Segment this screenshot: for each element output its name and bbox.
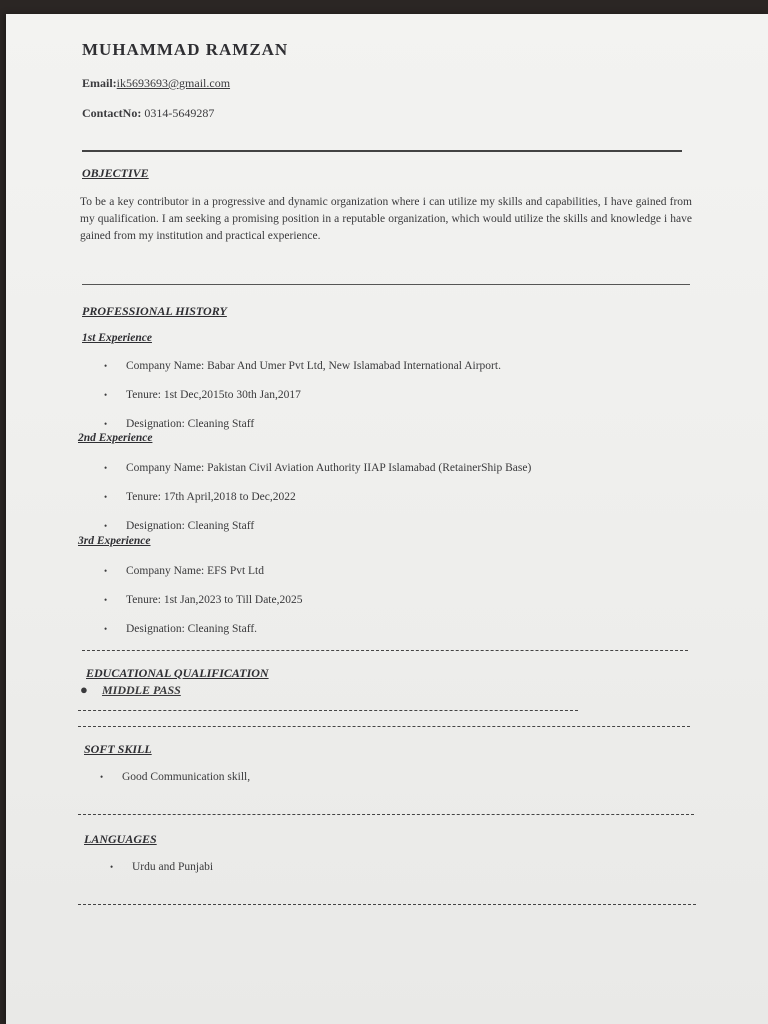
soft-skill-item: • Good Communication skill, bbox=[100, 771, 251, 783]
experience-2-company: • Company Name: Pakistan Civil Aviation Authority IIAP Islamabad (RetainerShip Base) bbox=[104, 462, 532, 474]
experience-1-tenure: • Tenure: 1st Dec,2015to 30th Jan,2017 bbox=[104, 389, 301, 401]
header-divider bbox=[82, 150, 682, 152]
contact-label: ContactNo: bbox=[82, 106, 142, 120]
soft-skill-heading: SOFT SKILL bbox=[84, 742, 152, 756]
experience-1-company: • Company Name: Babar And Umer Pvt Ltd, New Islamabad International Airport. bbox=[104, 360, 501, 372]
objective-heading: OBJECTIVE bbox=[82, 166, 149, 180]
languages-divider bbox=[78, 904, 696, 905]
experience-3-tenure: • Tenure: 1st Jan,2023 to Till Date,2025 bbox=[104, 594, 303, 606]
email-link[interactable]: ik5693693@gmail.com bbox=[116, 76, 231, 90]
candidate-name: MUHAMMAD RAMZAN bbox=[82, 40, 289, 59]
contact-number: 0314-5649287 bbox=[144, 106, 215, 120]
languages-item: • Urdu and Punjabi bbox=[110, 861, 214, 873]
bullet-icon: • bbox=[104, 390, 108, 401]
bullet-icon: • bbox=[100, 772, 104, 783]
bullet-icon: • bbox=[104, 595, 108, 606]
bullet-icon: • bbox=[104, 492, 108, 503]
experience-3-company: • Company Name: EFS Pvt Ltd bbox=[104, 565, 264, 577]
bullet-icon: • bbox=[104, 521, 108, 532]
education-line-1 bbox=[78, 710, 578, 711]
contact-line bbox=[82, 106, 214, 121]
education-heading: EDUCATIONAL QUALIFICATION bbox=[86, 666, 269, 680]
bullet-icon: • bbox=[104, 463, 108, 474]
languages-heading: LANGUAGES bbox=[84, 832, 157, 846]
bullet-icon: • bbox=[104, 566, 108, 577]
experience-2-designation: • Designation: Cleaning Staff bbox=[104, 520, 255, 532]
bullet-icon: • bbox=[104, 419, 108, 430]
history-divider bbox=[82, 650, 688, 651]
professional-history-heading: PROFESSIONAL HISTORY bbox=[82, 304, 227, 318]
email-label: Email: bbox=[82, 76, 117, 90]
bullet-icon: ● bbox=[80, 682, 88, 697]
experience-3-title: 3rd Experience bbox=[78, 535, 151, 547]
experience-2-tenure: • Tenure: 17th April,2018 to Dec,2022 bbox=[104, 491, 296, 503]
email-line bbox=[82, 76, 230, 91]
education-divider bbox=[78, 726, 690, 727]
experience-1-title: 1st Experience bbox=[82, 332, 152, 344]
bullet-icon: • bbox=[104, 361, 108, 372]
resume-page bbox=[6, 14, 768, 1024]
experience-3-designation: • Designation: Cleaning Staff. bbox=[104, 623, 258, 635]
soft-skill-divider bbox=[78, 814, 694, 815]
bullet-icon: • bbox=[104, 624, 108, 635]
education-item: ● MIDDLE PASS bbox=[80, 682, 181, 697]
objective-text: To be a key contributor in a progressive and dynamic organization where i can utilize my skills and capabilities, I have gained from my qualification. I am seeking a promising position in a reputable organization, which would utilize the skills and knowledge i have gained from my institution and practical experience. bbox=[80, 196, 692, 242]
objective-divider bbox=[82, 284, 690, 285]
experience-2-title: 2nd Experience bbox=[78, 432, 153, 444]
bullet-icon: • bbox=[110, 862, 114, 873]
experience-1-designation: • Designation: Cleaning Staff bbox=[104, 418, 255, 430]
